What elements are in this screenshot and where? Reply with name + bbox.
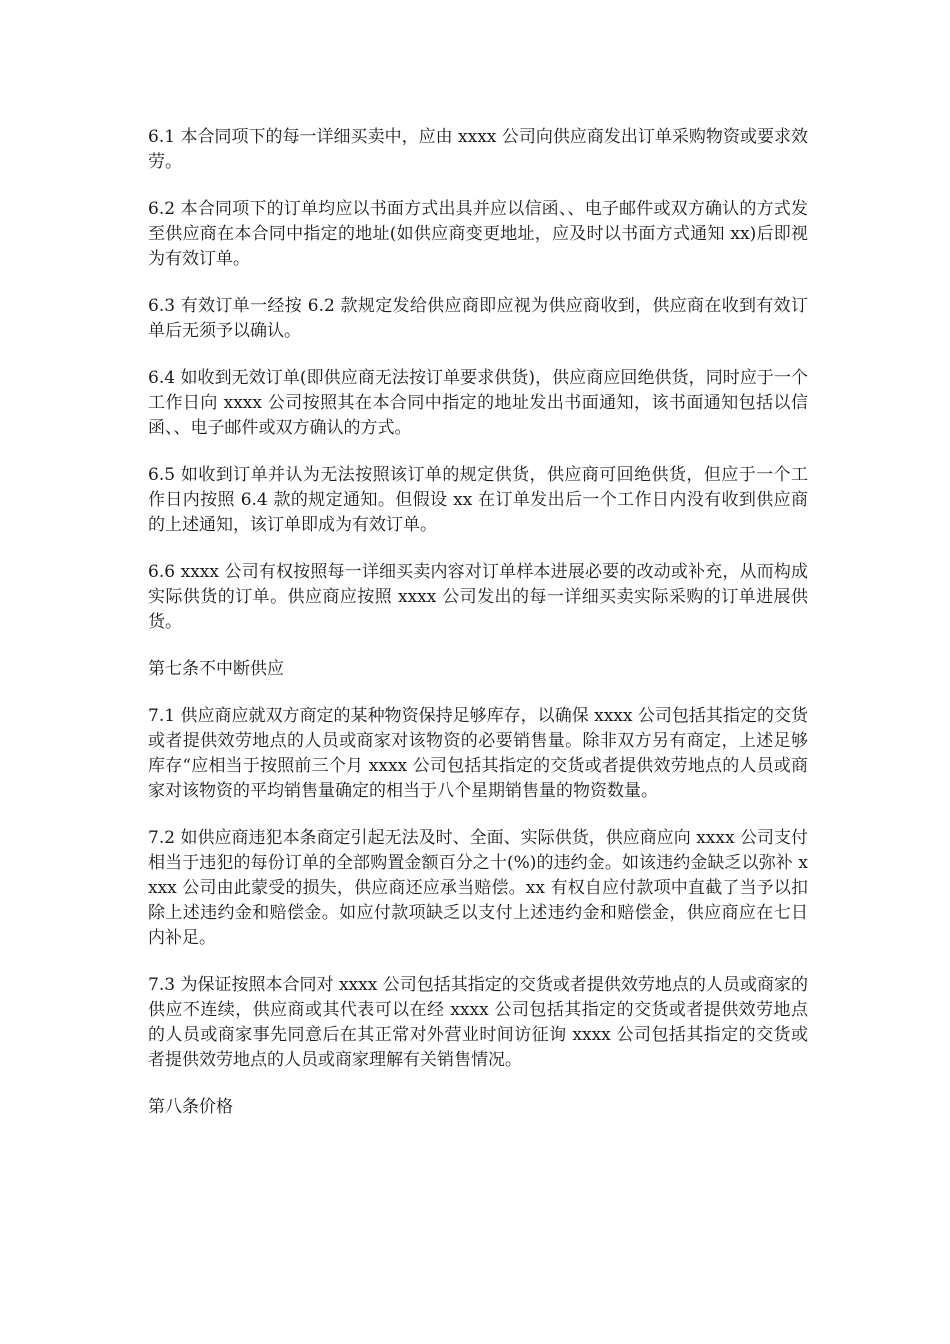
section-heading-8: 第八条价格 xyxy=(148,1097,233,1117)
clause-7-3: 7.3 为保证按照本合同对 xxxx 公司包括其指定的交货或者提供效劳地点的人员或商家的供应不连续，供应商或其代表可以在经 xxxx 公司包括其指定的交货或者提供效劳地点的人员或商家事先同意后在其正常对外营业时间访征询 xxxx 公司包括其指定的交货或者提供效劳地点的人员或商家理解有关销售情况。 xyxy=(148,975,808,1070)
clause-6-3: 6.3 有效订单一经按 6.2 款规定发给供应商即应视为供应商收到，供应商在收到有效订单后无须予以确认。 xyxy=(148,296,808,341)
section-heading-7: 第七条不中断供应 xyxy=(148,659,284,679)
clause-6-1: 6.1 本合同项下的每一详细买卖中，应由 xxxx 公司向供应商发出订单采购物资或要求效劳。 xyxy=(148,127,808,172)
clause-7-2: 7.2 如供应商违犯本条商定引起无法及时、全面、实际供货，供应商应向 xxxx 公司支付相当于违犯的每份订单的全部购置金额百分之十(%)的违约金。如该违约金缺乏以弥补 xxxx 公司由此蒙受的损失，供应商还应承当赔偿。xx 有权自应付款项中直截了当予以扣除上述违约金和赔偿金。如应付款项缺乏以支付上述违约金和赔偿金，供应商应在七日内补足。 xyxy=(148,828,808,948)
clause-6-5: 6.5 如收到订单并认为无法按照该订单的规定供货，供应商可回绝供货，但应于一个工作日内按照 6.4 款的规定通知。但假设 xx 在订单发出后一个工作日内没有收到供应商的上述通知，该订单即成为有效订单。 xyxy=(148,465,808,535)
clause-6-2: 6.2 本合同项下的订单均应以书面方式出具并应以信函、、电子邮件或双方确认的方式发至供应商在本合同中指定的地址(如供应商变更地址，应及时以书面方式通知 xx)后即视为有效订单。 xyxy=(148,199,808,269)
clause-7-1: 7.1 供应商应就双方商定的某种物资保持足够库存，以确保 xxxx 公司包括其指定的交货或者提供效劳地点的人员或商家对该物资的必要销售量。除非双方另有商定，上述足够库存“应相当于按照前三个月 xxxx 公司包括其指定的交货或者提供效劳地点的人员或商家对该物资的平均销售量确定的相当于八个星期销售量的物资数量。 xyxy=(148,706,808,801)
clause-6-6: 6.6 xxxx 公司有权按照每一详细买卖内容对订单样本进展必要的改动或补充，从而构成实际供货的订单。供应商应按照 xxxx 公司发出的每一详细买卖实际采购的订单进展供货。 xyxy=(148,562,808,632)
document-page xyxy=(148,125,808,1142)
clause-6-4: 6.4 如收到无效订单(即供应商无法按订单要求供货)，供应商应回绝供货，同时应于一个工作日向 xxxx 公司按照其在本合同中指定的地址发出书面通知，该书面通知包括以信函、、电子邮件或双方确认的方式。 xyxy=(148,368,808,438)
